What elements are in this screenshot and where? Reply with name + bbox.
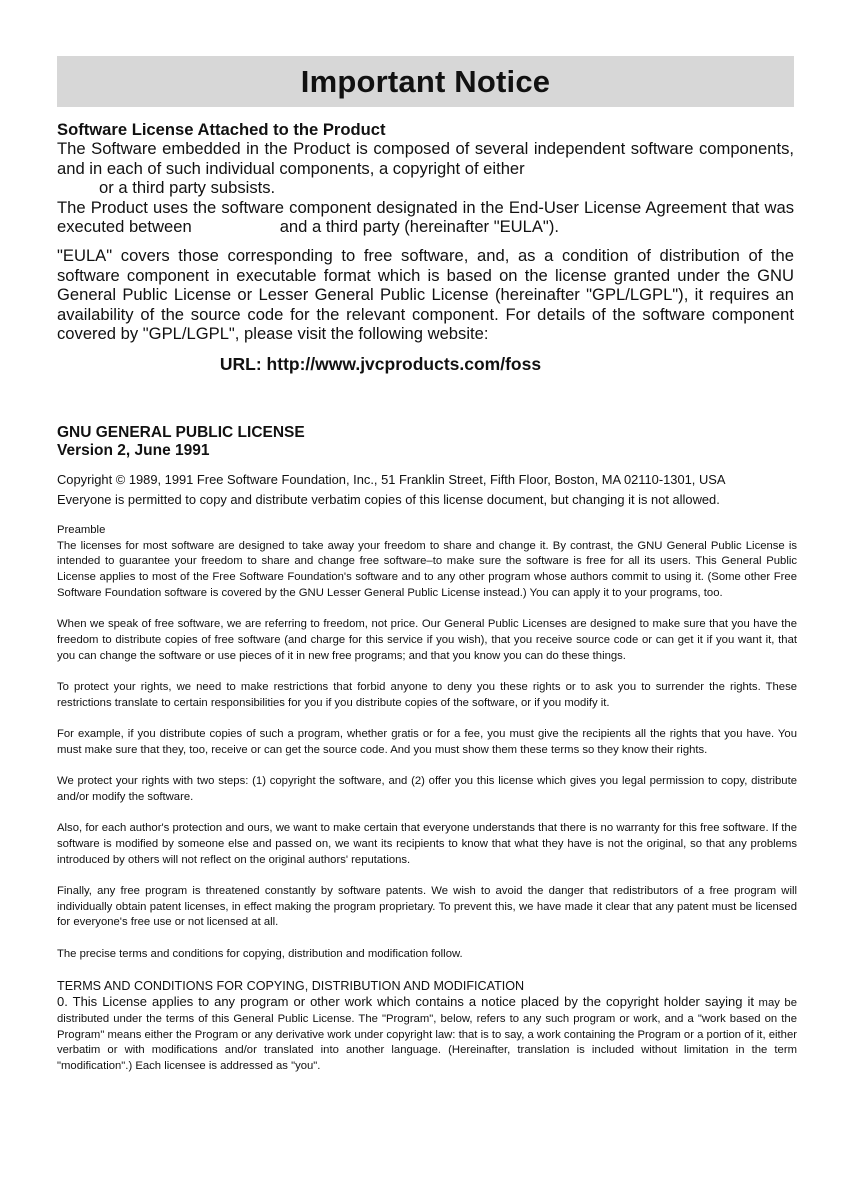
license-paragraph-3: "EULA" covers those corresponding to free software, and, as a condition of distribution of the software component in executable format which is based on the license granted under the GNU General Public License or Lesser General Public License (hereinafter "GPL/LGPL"), it requires an availability of the source code for the relevant component. For details of the software component covered by "GPL/LGPL", please visit the following website: (57, 246, 794, 344)
preamble-paragraph: The licenses for most software are designed to take away your freedom to share and change it. By contrast, the GNU General Public License is intended to guarantee your freedom to share and change free software–to make sure the software is free for all its users. This General Public License applies to most of the Free Software Foundation's software and to any other program whose authors commit to using it. (Some other Free Software Foundation software is covered by the GNU Lesser General Public License instead.) You can apply it to your programs, too. (57, 539, 797, 599)
license-paragraph-2 (57, 198, 794, 237)
software-license-section (57, 120, 794, 375)
preamble-paragraph: We protect your rights with two steps: (1) copyright the software, and (2) offer you this license which gives you legal permission to copy, distribute and/or modify the software. (57, 775, 797, 803)
preamble-paragraph: The precise terms and conditions for copying, distribution and modification follow. (57, 947, 463, 960)
term-0 (57, 994, 797, 1075)
license-paragraph-1 (57, 139, 794, 197)
page-title: Important Notice (300, 63, 551, 99)
preamble-paragraph: When we speak of free software, we are referring to freedom, not price. Our General Public Licenses are designed to make sure that you have the freedom to distribute copies of free software (and charge for this service if you wish), that you receive source code or can get it if you want it, that you can change the software or use pieces of it in new free programs; and that you know you can do these things. (57, 618, 797, 662)
term-0-rest: may be distributed under the terms of this General Public License. The "Program", below, refers to any such program or work, and a "work based on the Program" means either the Program or any derivative work under copyright law: that is to say, a work containing the Program or a portion of it, either verbatim or with modifications and/or translated into another language. (Hereinafter, translation is included without limitation in the term "modification".) Each licensee is addressed as "you". (57, 997, 797, 1073)
gpl-title: GNU GENERAL PUBLIC LICENSE (57, 424, 305, 441)
gpl-version: Version 2, June 1991 (57, 442, 210, 459)
preamble-paragraph: For example, if you distribute copies of such a program, whether gratis or for a fee, you must give the recipients all the rights that you have. You must make sure that they, too, receive or can get the source code. And you must show them these terms so they know their rights. (57, 728, 797, 756)
terms-heading: TERMS AND CONDITIONS FOR COPYING, DISTRIBUTION AND MODIFICATION (57, 979, 525, 994)
gpl-permission: Everyone is permitted to copy and distribute verbatim copies of this license document, but changing it is not allowed. (57, 492, 720, 507)
preamble-title: Preamble (57, 524, 106, 536)
gpl-copyright: Copyright © 1989, 1991 Free Software Foundation, Inc., 51 Franklin Street, Fifth Floor, Boston, MA 02110-1301, USA (57, 472, 726, 487)
license-para1-line1: The Software embedded in the Product is composed of several independent software components, and in each of such individual components, a copyright of either (57, 139, 794, 178)
preamble-paragraph: To protect your rights, we need to make restrictions that forbid anyone to deny you these rights or to ask you to surrender the rights. These restrictions translate to certain responsibilities for you if you distribute copies of the software, or if you modify it. (57, 681, 797, 709)
license-para2-end: and a third party (hereinafter "EULA"). (279, 217, 559, 237)
license-para1-line2: or a third party subsists. (99, 178, 276, 198)
foss-url: URL: http://www.jvcproducts.com/foss (219, 354, 542, 375)
gpl-header (57, 424, 797, 510)
preamble-paragraph: Also, for each author's protection and ours, we want to make certain that everyone understands that there is no warranty for this free software. If the software is modified by someone else and passed on, we want its recipients to know that what they have is not the original, so that any problems introduced by others will not reflect on the original authors' reputations. (57, 822, 797, 866)
software-license-heading: Software License Attached to the Product (57, 120, 386, 139)
title-banner (57, 56, 794, 107)
gpl-body (57, 523, 797, 1075)
preamble-paragraph: Finally, any free program is threatened constantly by software patents. We wish to avoid the danger that redistributors of a free program will individually obtain patent licenses, in effect making the program proprietary. To prevent this, we have made it clear that any patent must be licensed for everyone's free use or not licensed at all. (57, 885, 797, 929)
license-para2-start: The Product uses the software component designated in the End-User License Agreement that was executed between (57, 197, 794, 237)
term-0-lead: 0. This License applies to any program or other work which contains a notice placed by the copyright holder saying it (57, 994, 754, 1010)
